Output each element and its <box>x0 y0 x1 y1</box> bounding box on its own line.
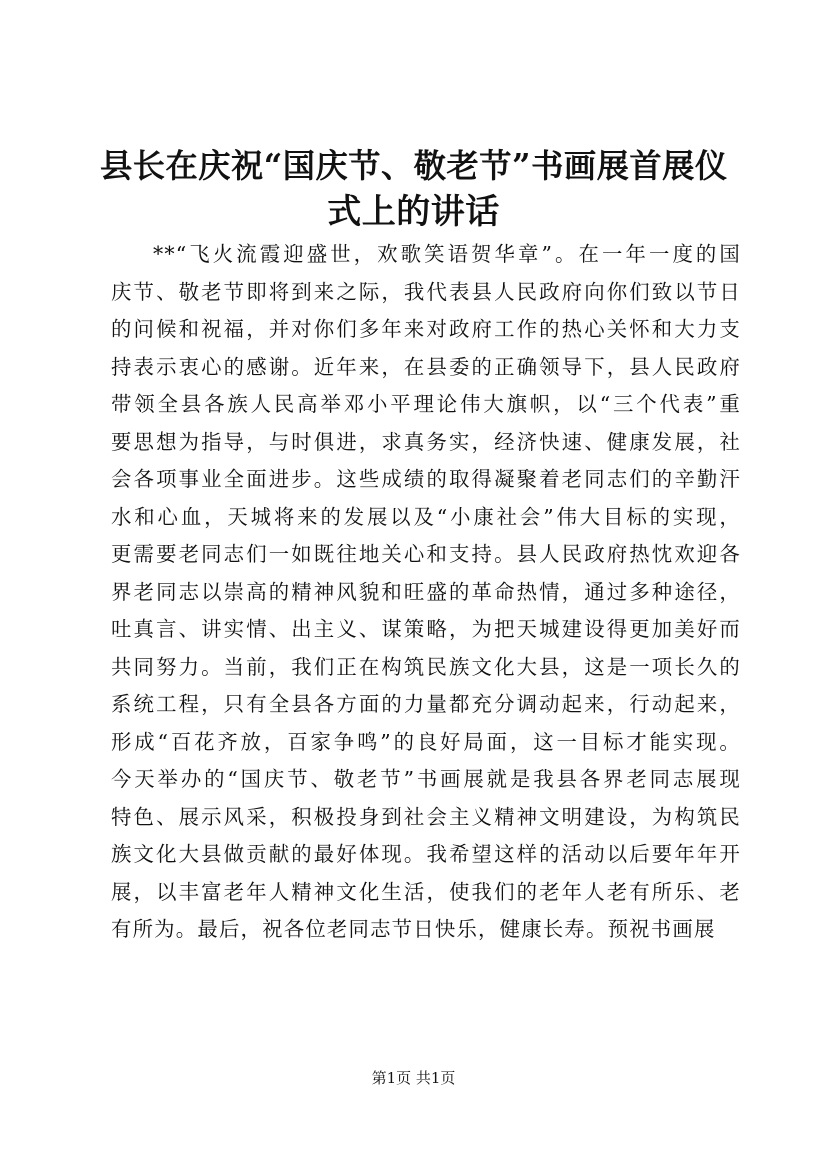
body-line: 有所为。最后，祝各位老同志节日快乐，健康长寿。预祝书画展 <box>111 917 716 941</box>
body-line: 展，以丰富老年人精神文化生活，使我们的老年人老有所乐、老 <box>111 879 741 904</box>
document-title <box>100 143 727 235</box>
body-line: 系统工程，只有全县各方面的力量都充分调动起来，行动起来， <box>111 692 741 716</box>
body-line: 形成“百花齐放，百家争鸣”的良好局面，这一目标才能实现。 <box>111 729 741 754</box>
body-line: 带领全县各族人民高举邓小平理论伟大旗帜，以“三个代表”重 <box>111 392 741 416</box>
document-body <box>111 236 741 949</box>
body-line: 特色、展示风采，积极投身到社会主义精神文明建设，为构筑民 <box>111 804 741 829</box>
title-line: 县长在庆祝“国庆节、敬老节”书画展首展仪 <box>100 147 728 185</box>
body-line: 界老同志以崇高的精神风貌和旺盛的革命热情，通过多种途径， <box>111 579 741 604</box>
body-line: **“飞火流霞迎盛世，欢歌笑语贺华章”。在一年一度的国 <box>153 242 741 266</box>
page-footer: 第1页 共1页 <box>371 1069 456 1087</box>
body-line: 共同努力。当前，我们正在构筑民族文化大县，这是一项长久的 <box>111 654 741 679</box>
body-line: 今天举办的“国庆节、敬老节”书画展就是我县各界老同志展现 <box>111 767 741 791</box>
body-line: 更需要老同志们一如既往地关心和支持。县人民政府热忱欢迎各 <box>111 542 741 566</box>
body-line: 持表示衷心的感谢。近年来，在县委的正确领导下，县人民政府 <box>111 354 741 379</box>
body-line: 的问候和祝福，并对你们多年来对政府工作的热心关怀和大力支 <box>111 317 741 341</box>
title-line: 式上的讲话 <box>327 192 500 232</box>
body-line: 族文化大县做贡献的最好体现。我希望这样的活动以后要年年开 <box>111 842 741 866</box>
body-line: 会各项事业全面进步。这些成绩的取得凝聚着老同志们的辛勤汗 <box>111 467 741 491</box>
body-line: 要思想为指导，与时俱进，求真务实，经济快速、健康发展，社 <box>111 429 741 454</box>
body-line: 吐真言、讲实情、出主义、谋策略，为把天城建设得更加美好而 <box>111 617 741 641</box>
body-line: 庆节、敬老节即将到来之际，我代表县人民政府向你们致以节日 <box>111 279 741 304</box>
body-line: 水和心血，天城将来的发展以及“小康社会”伟大目标的实现， <box>111 504 741 529</box>
